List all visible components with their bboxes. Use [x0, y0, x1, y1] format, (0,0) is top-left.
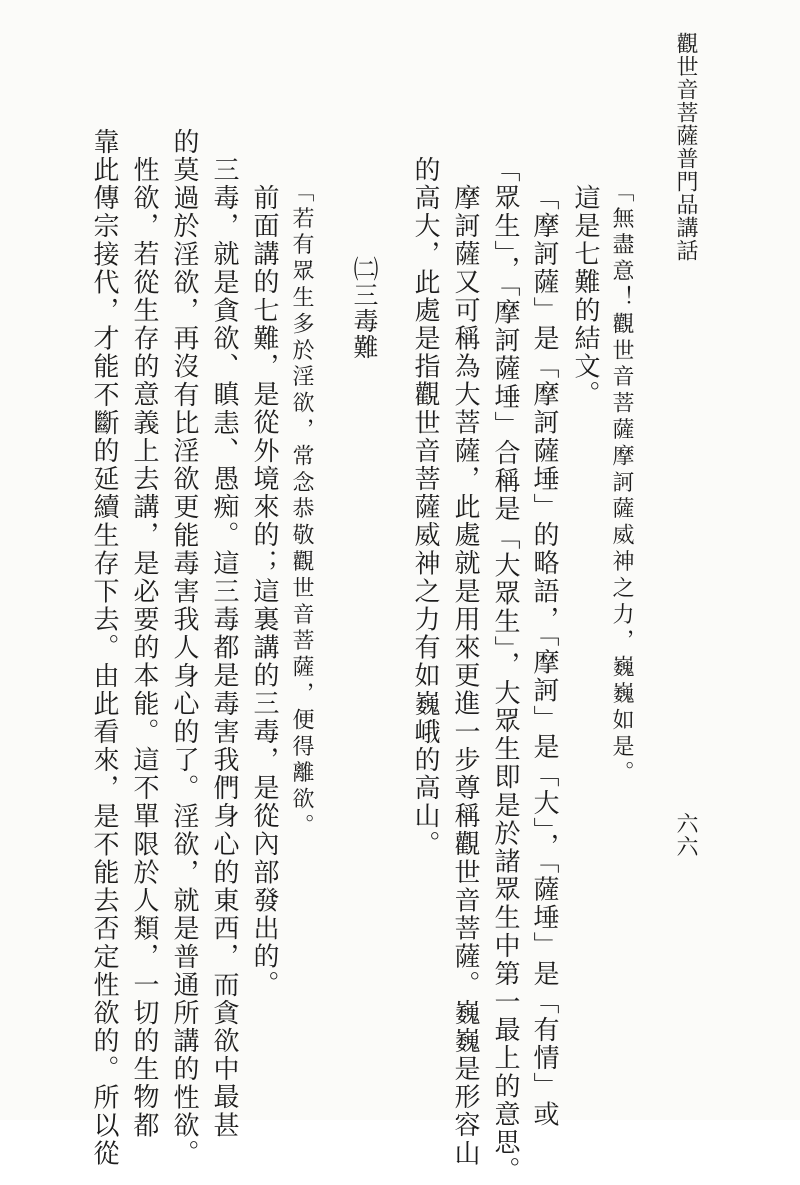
paragraph-line: 「眾生」，「摩訶薩埵」合稱是「大眾生」，大眾生即是於諸眾生中第一最上的意思。: [490, 156, 520, 1185]
paragraph-line: 「摩訶薩」是「摩訶薩埵」的略語，「摩訶」是「大」，「薩埵」是「有情」或: [529, 184, 559, 1129]
paragraph-line: 性欲，若從生存的意義上去講，是必要的本能。這不單限於人類，一切的生物都: [129, 156, 159, 1140]
section-heading: ㈡三毒難: [350, 256, 379, 360]
paragraph-line: 摩訶薩又可稱為大菩薩，此處就是用來更進一步尊稱觀世音菩薩。巍巍是形容山: [450, 184, 480, 1168]
paragraph-line: 前面講的七難，是從外境來的；這裏講的三毒，是從內部發出的。: [249, 184, 279, 999]
sutra-quote: 「若有眾生多於淫欲，常念恭敬觀世音菩薩，便得離欲。: [289, 180, 314, 840]
paragraph-line: 靠此傳宗接代，才能不斷的延續生存下去。由此看來，是不能去否定性欲的。所以從: [89, 128, 119, 1168]
paragraph-line: 三毒，就是貪欲、瞋恚、愚痴。這三毒都是毒害我們身心的東西，而貪欲中最甚: [209, 156, 239, 1140]
paragraph-line: 的莫過於淫欲，再沒有比淫欲更能毒害我人身心的了。淫欲，就是普通所講的性欲。: [169, 128, 199, 1168]
paragraph-line: 這是七難的結文。: [570, 184, 600, 409]
book-title: 觀世音菩薩普門品講話: [673, 32, 698, 262]
page-number: 六六: [673, 812, 698, 858]
sutra-quote: 「無盡意！觀世音菩薩摩訶薩威神之力，巍巍如是。: [609, 180, 634, 788]
paragraph-line: 的高大，此處是指觀世音菩薩威神之力有如巍峨的高山。: [410, 156, 440, 859]
